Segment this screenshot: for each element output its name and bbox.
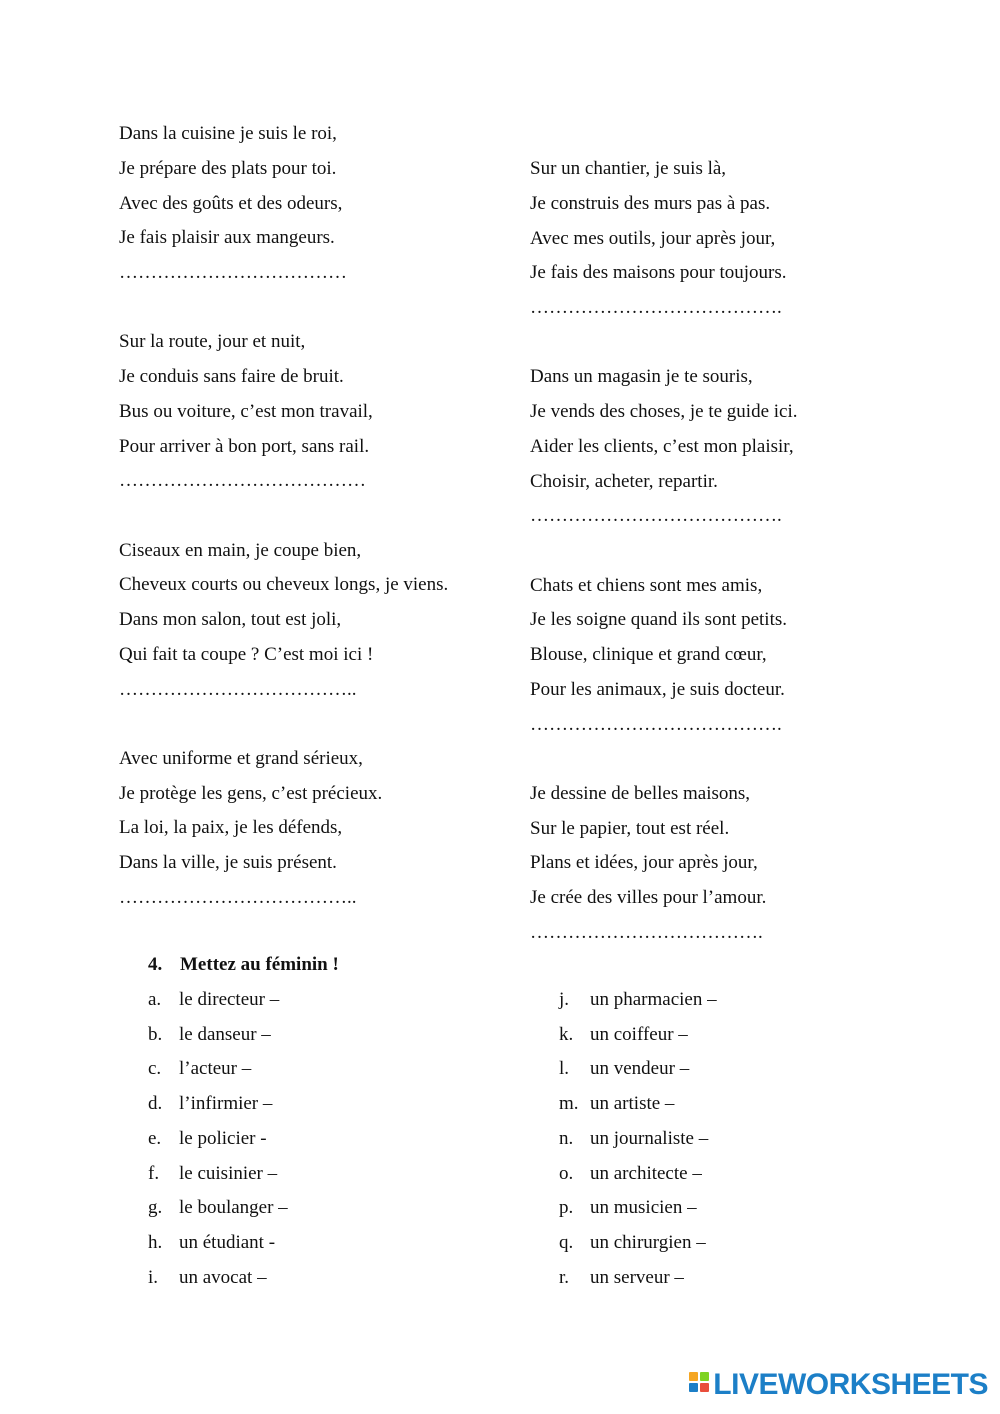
item-letter: d. — [148, 1093, 163, 1114]
item-letter: m. — [559, 1093, 579, 1114]
riddle-stanza — [530, 777, 930, 951]
item-letter: q. — [559, 1232, 574, 1253]
riddle-line: Aider les clients, c’est mon plaisir, — [530, 435, 794, 457]
exercise-item — [559, 1261, 919, 1296]
exercise-item — [148, 1018, 508, 1053]
answer-blank[interactable]: ……………………………….. — [119, 886, 357, 908]
riddle-line: Blouse, clinique et grand cœur, — [530, 644, 767, 665]
riddle-line: Je construis des murs pas à pas. — [530, 192, 771, 214]
exercise-item — [148, 1191, 508, 1226]
exercise-number: 4. — [148, 954, 163, 975]
logo-square-2 — [700, 1372, 709, 1381]
item-text: un musicien – — [590, 1197, 697, 1219]
exercise-item — [559, 1018, 919, 1053]
item-text: le directeur – — [179, 988, 280, 1010]
item-letter: k. — [559, 1023, 574, 1045]
logo-square-1 — [689, 1372, 698, 1381]
exercise-item — [148, 1087, 508, 1122]
exercise-item — [148, 1226, 508, 1261]
exercise-item — [148, 1122, 508, 1157]
logo-mark-icon — [689, 1372, 711, 1398]
riddle-line: Sur la route, jour et nuit, — [119, 331, 306, 353]
riddle-stanza — [119, 325, 519, 499]
exercise-item — [148, 1052, 508, 1087]
item-letter: p. — [559, 1197, 574, 1219]
item-letter: a. — [148, 988, 162, 1010]
riddle-line: Je dessine de belles maisons, — [530, 782, 751, 804]
riddle-stanza — [119, 534, 519, 708]
exercise-item — [559, 1226, 919, 1261]
exercise-title-text: Mettez au féminin ! — [180, 954, 339, 975]
riddle-line: Cheveux courts ou cheveux longs, je viens. — [119, 574, 449, 596]
riddle-line: Dans la ville, je suis présent. — [119, 852, 337, 873]
exercise-item — [559, 983, 919, 1018]
riddle-line: Avec mes outils, jour après jour, — [530, 227, 776, 249]
item-text: un vendeur – — [590, 1058, 690, 1080]
riddle-stanza — [530, 360, 930, 534]
item-text: le cuisinier – — [179, 1162, 278, 1184]
riddle-line: Plans et idées, jour après jour, — [530, 852, 758, 874]
riddle-line: Je prépare des plats pour toi. — [119, 157, 337, 179]
item-text: un journaliste – — [590, 1127, 709, 1149]
answer-blank[interactable]: …………………………………. — [530, 713, 782, 735]
item-letter: j. — [559, 988, 570, 1010]
exercise-item — [559, 1122, 919, 1157]
item-text: un serveur – — [590, 1266, 684, 1288]
riddle-line: Dans mon salon, tout est joli, — [119, 609, 342, 630]
item-text: l’infirmier – — [179, 1093, 273, 1114]
riddle-line: Je fais des maisons pour toujours. — [530, 262, 787, 284]
riddle-line: Je protège les gens, c’est précieux. — [119, 782, 383, 804]
item-letter: r. — [559, 1266, 570, 1288]
item-text: le danseur – — [179, 1023, 271, 1045]
riddle-line: Je vends des choses, je te guide ici. — [530, 401, 798, 422]
answer-blank[interactable]: ……………………………… — [119, 262, 347, 283]
item-text: un avocat – — [179, 1266, 267, 1288]
riddle-stanza — [530, 152, 930, 326]
item-text: le boulanger – — [179, 1197, 288, 1219]
riddle-line: Chats et chiens sont mes amis, — [530, 574, 763, 596]
item-text: un chirurgien – — [590, 1232, 706, 1253]
riddle-line: Je conduis sans faire de bruit. — [119, 366, 344, 387]
riddle-line: Je les soigne quand ils sont petits. — [530, 609, 788, 631]
item-letter: n. — [559, 1127, 574, 1149]
riddle-line: Avec des goûts et des odeurs, — [119, 192, 343, 214]
exercise-item — [559, 1157, 919, 1192]
riddle-line: Qui fait ta coupe ? C’est moi ici ! — [119, 643, 374, 665]
riddle-stanza — [119, 742, 519, 916]
answer-blank[interactable]: ………………………………. — [530, 921, 763, 943]
exercise-list-right — [559, 983, 919, 1296]
riddle-line: Bus ou voiture, c’est mon travail, — [119, 400, 373, 422]
exercise-4 — [148, 948, 908, 1288]
exercise-item — [559, 1191, 919, 1226]
item-letter: c. — [148, 1058, 162, 1080]
item-letter: l. — [559, 1058, 570, 1080]
exercise-item — [148, 983, 508, 1018]
liveworksheets-logo — [689, 1370, 988, 1400]
riddle-line: La loi, la paix, je les défends, — [119, 817, 343, 839]
riddle-line: Pour les animaux, je suis docteur. — [530, 678, 785, 700]
riddle-line: Je fais plaisir aux mangeurs. — [119, 227, 335, 249]
riddle-line: Sur un chantier, je suis là, — [530, 158, 727, 179]
riddle-line: Dans la cuisine je suis le roi, — [119, 123, 337, 144]
riddle-stanza — [119, 117, 519, 291]
item-letter: b. — [148, 1023, 163, 1045]
riddles-right-column — [530, 152, 930, 985]
answer-blank[interactable]: ……………………………….. — [119, 678, 357, 700]
item-text: un architecte – — [590, 1162, 702, 1184]
riddle-line: Pour arriver à bon port, sans rail. — [119, 435, 370, 457]
item-text: un artiste – — [590, 1093, 675, 1114]
riddle-line: Ciseaux en main, je coupe bien, — [119, 539, 362, 561]
logo-square-4 — [700, 1383, 709, 1392]
exercise-item — [148, 1261, 508, 1296]
exercise-item — [559, 1087, 919, 1122]
logo-text: LIVEWORKSHEETS — [713, 1368, 988, 1401]
item-text: un étudiant - — [179, 1232, 276, 1253]
riddle-line: Sur le papier, tout est réel. — [530, 817, 730, 839]
riddle-stanza — [530, 569, 930, 743]
exercise-item — [148, 1157, 508, 1192]
item-letter: f. — [148, 1162, 160, 1184]
item-text: le policier - — [179, 1127, 267, 1149]
riddle-line: Avec uniforme et grand sérieux, — [119, 747, 363, 769]
exercise-list-left — [148, 983, 508, 1296]
riddle-line: Je crée des villes pour l’amour. — [530, 887, 767, 908]
exercise-title — [148, 948, 908, 983]
exercise-item — [559, 1052, 919, 1087]
answer-blank[interactable]: …………………………………. — [530, 297, 782, 318]
answer-blank[interactable]: ………………………………… — [119, 470, 366, 492]
answer-blank[interactable]: …………………………………. — [530, 505, 782, 527]
riddle-line: Choisir, acheter, repartir. — [530, 470, 718, 492]
item-letter: h. — [148, 1232, 163, 1253]
item-text: un coiffeur – — [590, 1023, 688, 1045]
item-letter: g. — [148, 1197, 163, 1219]
riddles-left-column — [119, 117, 519, 950]
item-text: l’acteur – — [179, 1058, 252, 1080]
riddle-line: Dans un magasin je te souris, — [530, 366, 753, 388]
item-letter: i. — [148, 1266, 159, 1288]
item-letter: e. — [148, 1127, 162, 1149]
logo-square-3 — [689, 1383, 698, 1392]
item-text: un pharmacien – — [590, 988, 717, 1010]
item-letter: o. — [559, 1162, 574, 1184]
